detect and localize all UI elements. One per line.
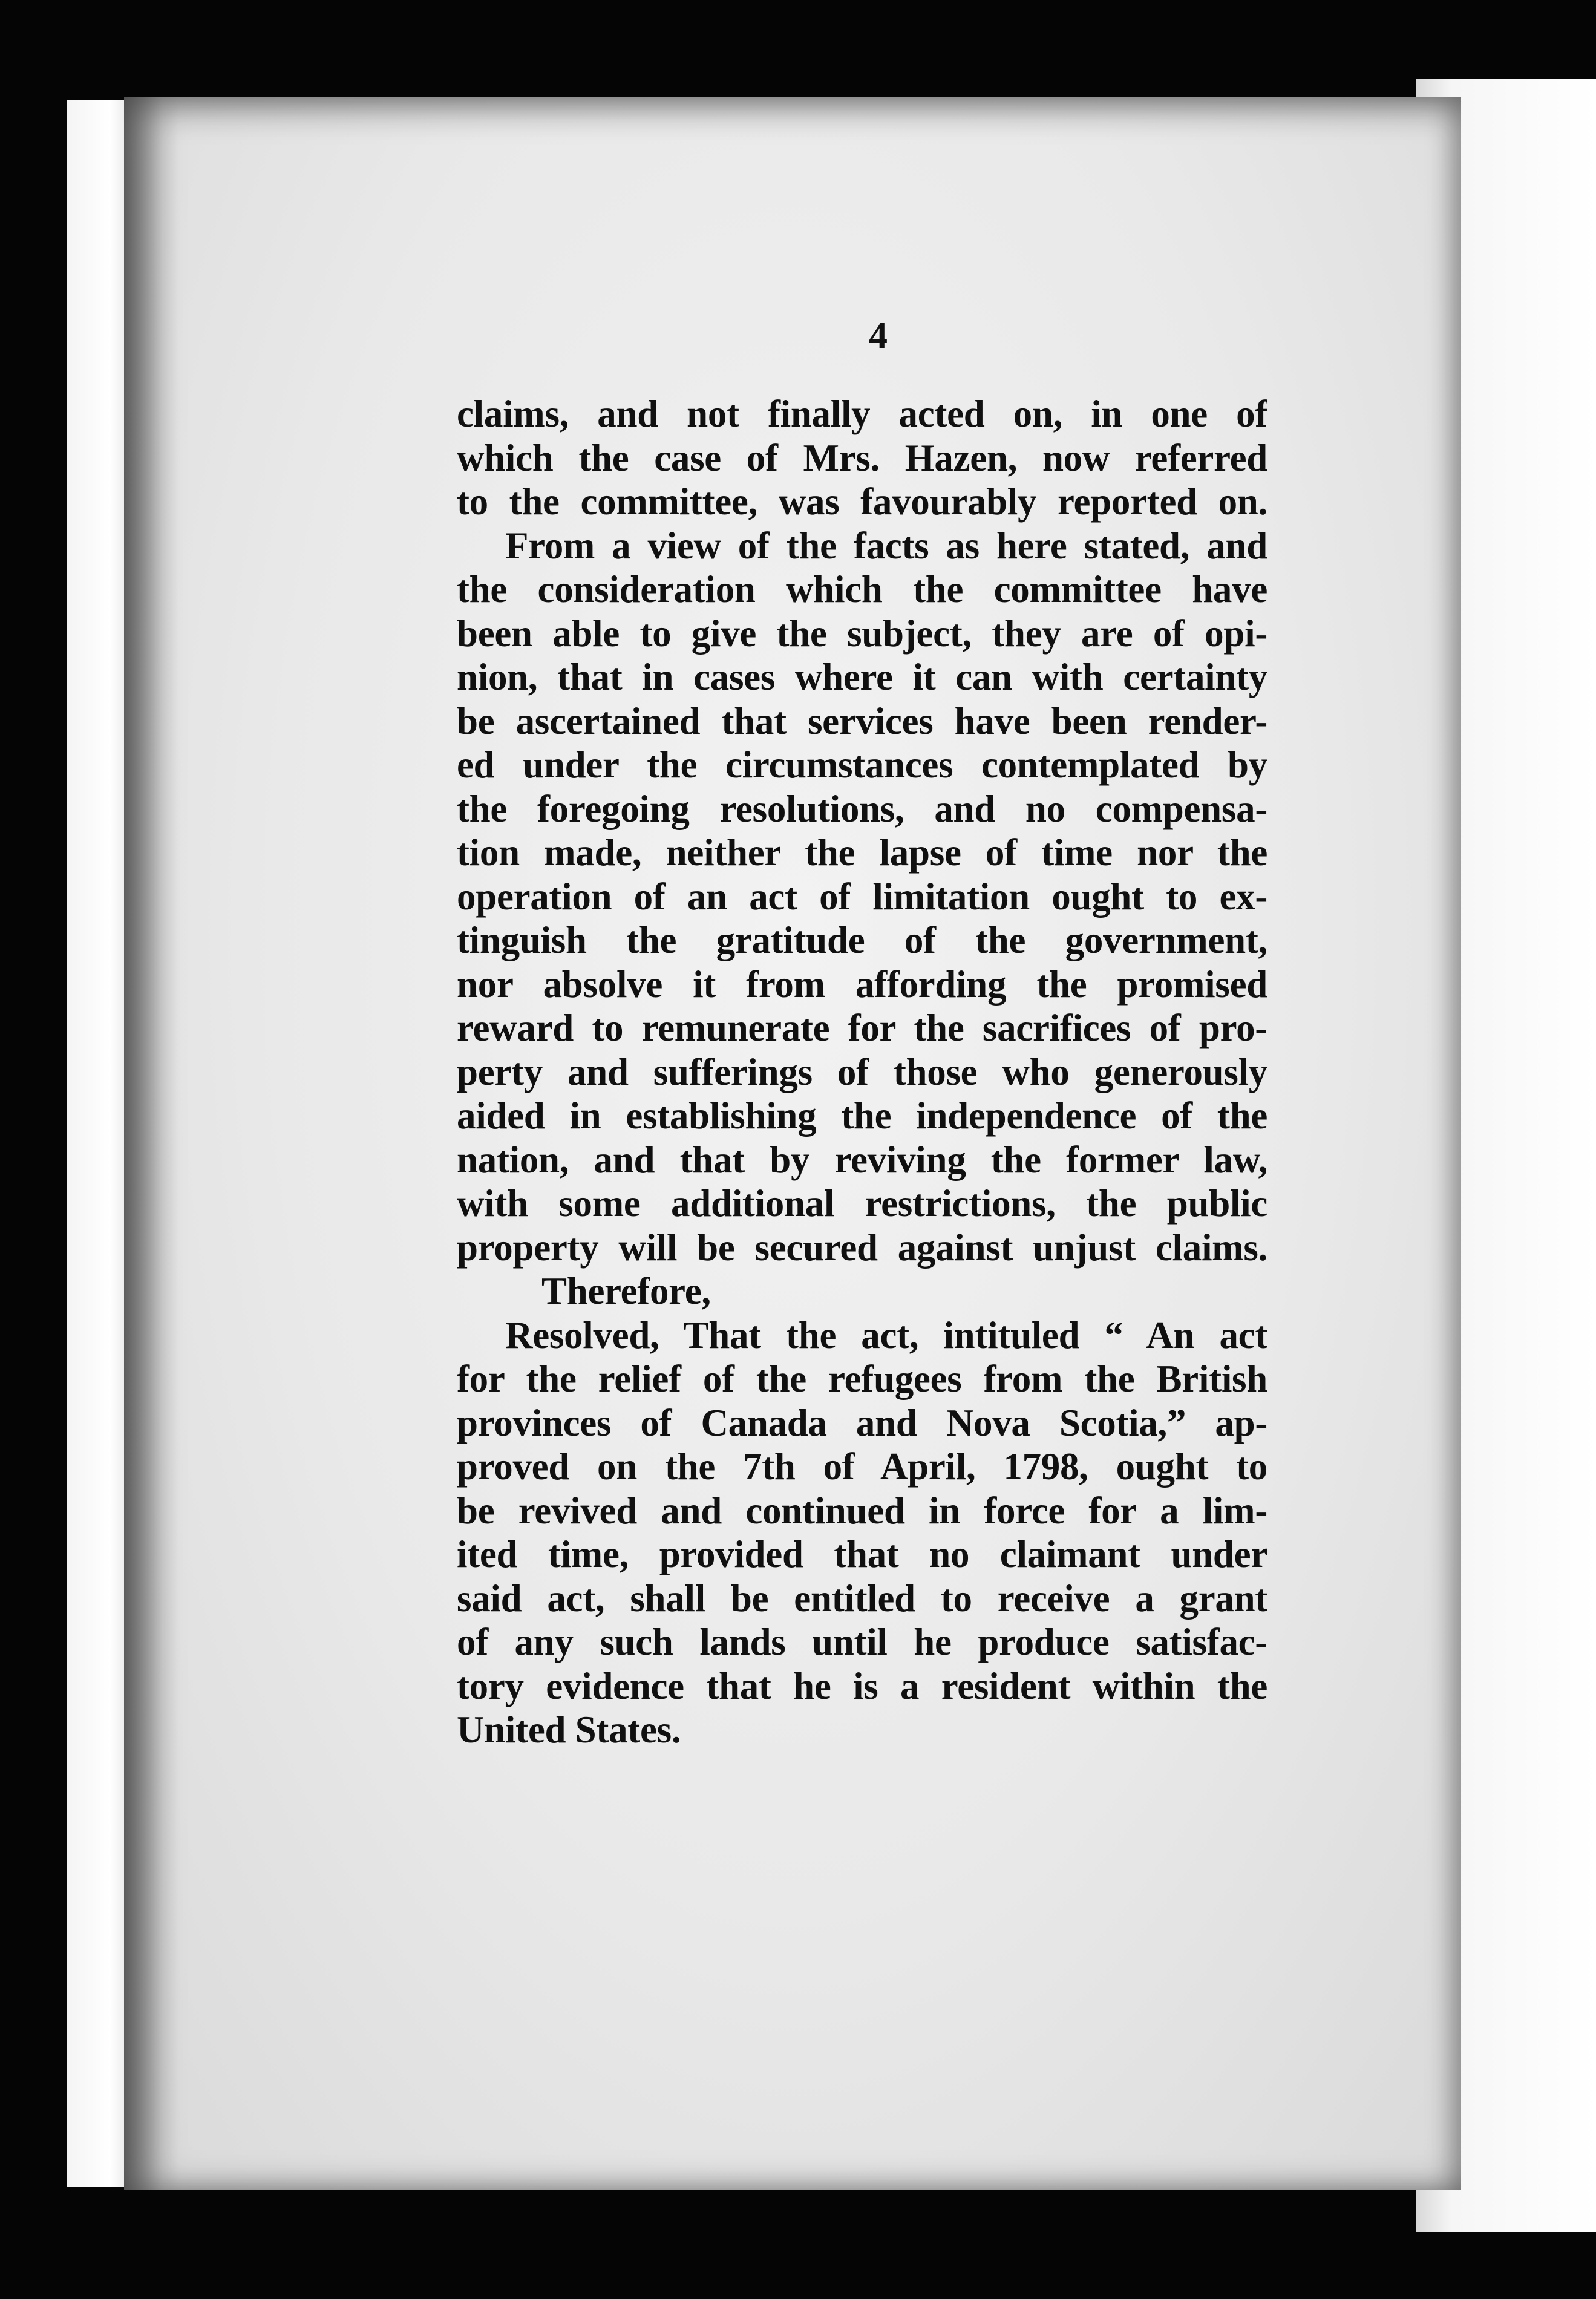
text-line: of any such lands until he produce satisfac- — [457, 1621, 1267, 1663]
text-line: which the case of Mrs. Hazen, now referred — [457, 436, 1267, 479]
text-line: be ascertained that services have been render- — [457, 699, 1267, 742]
text-line: tory evidence that he is a resident within the — [457, 1664, 1267, 1707]
text-line: the consideration which the committee have — [457, 568, 1267, 610]
text-line: aided in establishing the independence of the — [457, 1094, 1267, 1137]
text-line: operation of an act of limitation ought to ex- — [457, 875, 1267, 918]
text-line: reward to remunerate for the sacrifices of pro- — [457, 1007, 1267, 1049]
text-line: been able to give the subject, they are of opi- — [457, 612, 1267, 655]
page-number: 4 — [869, 315, 888, 356]
text-line: nion, that in cases where it can with certainty — [457, 656, 1267, 698]
bleed-through-texture — [572, 1882, 1419, 1972]
text-line: said act, shall be entitled to receive a grant — [457, 1577, 1267, 1620]
text-line: property will be secured against unjust claims. — [457, 1226, 1267, 1269]
text-line: United States. — [457, 1709, 681, 1751]
text-line: proved on the 7th of April, 1798, ought to — [457, 1445, 1267, 1488]
text-line: to the committee, was favourably reported on. — [457, 480, 1267, 523]
text-line: perty and sufferings of those who generously — [457, 1050, 1267, 1093]
text-line: the foregoing resolutions, and no compensa- — [457, 787, 1267, 830]
text-line: ited time, provided that no claimant under — [457, 1533, 1267, 1575]
text-line: ed under the circumstances contemplated by — [457, 744, 1267, 786]
text-line: From a view of the facts as here stated, and — [505, 524, 1267, 567]
text-line: with some additional restrictions, the public — [457, 1182, 1267, 1225]
body-text — [457, 392, 1267, 1752]
text-line: nor absolve it from affording the promised — [457, 963, 1267, 1006]
text-line: Therefore, — [541, 1270, 711, 1312]
text-line: for the relief of the refugees from the British — [457, 1358, 1267, 1400]
text-line: tion made, neither the lapse of time nor the — [457, 831, 1267, 874]
text-line: Resolved, That the act, intituled “ An act — [505, 1313, 1267, 1356]
text-line: claims, and not finally acted on, in one of — [457, 393, 1267, 435]
text-line: tinguish the gratitude of the government, — [457, 919, 1267, 961]
text-line: be revived and continued in force for a lim- — [457, 1489, 1267, 1532]
text-line: nation, and that by reviving the former law, — [457, 1138, 1267, 1181]
text-line: provinces of Canada and Nova Scotia,” ap- — [457, 1401, 1267, 1444]
